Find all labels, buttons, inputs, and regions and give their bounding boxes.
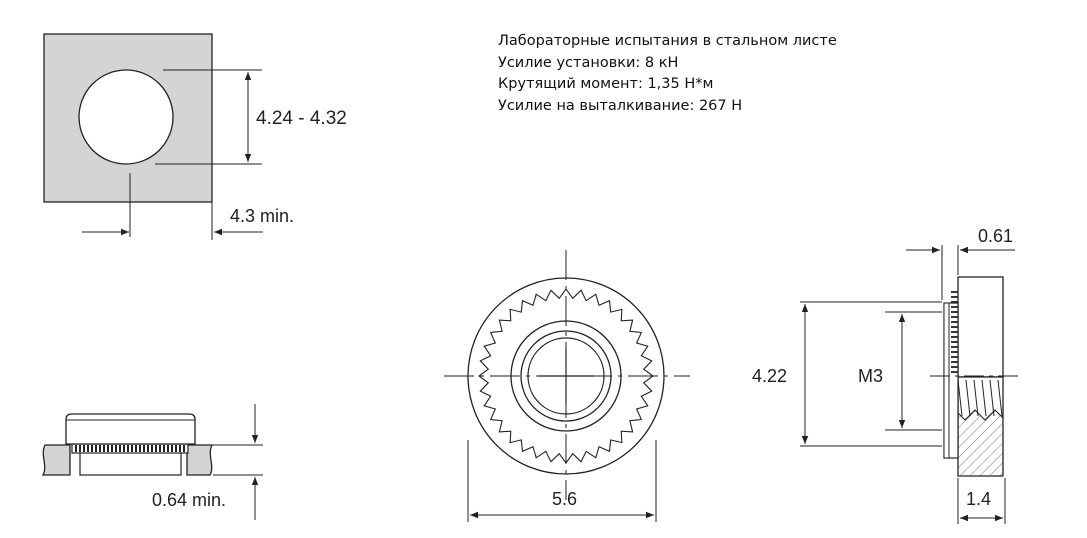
head-height-label: 1.4 (966, 489, 992, 509)
nut-serration-band (72, 444, 188, 453)
hole-diameter-label: 4.24 - 4.32 (256, 108, 347, 129)
mounting-hole (79, 70, 173, 164)
outer-diameter-label: 5.6 (552, 489, 578, 509)
sheet-section-right (187, 445, 212, 475)
specs-torque: Крутящий момент: 1,35 Н*м (498, 76, 714, 92)
sheet-section-left (43, 445, 70, 475)
sheet-thickness-label: 0.64 min. (152, 490, 227, 510)
specs-title: Лабораторные испытания в стальном листе (498, 33, 837, 49)
shank-length-label: 0.61 (978, 226, 1014, 246)
edge-distance-label: 4.3 min. (230, 206, 295, 226)
height-label: 4.22 (752, 366, 788, 386)
installed-side-view (43, 404, 263, 520)
front-view (444, 250, 690, 522)
head-upper (958, 277, 1003, 377)
nut-shank (80, 452, 181, 475)
nut-head (66, 414, 195, 444)
thread-label: M3 (858, 366, 884, 386)
shank-lip (944, 303, 949, 458)
side-section-view (752, 226, 1023, 524)
specs-install-force: Усилие установки: 8 кН (498, 54, 679, 71)
specs-pushout: Усилие на выталкивание: 267 Н (498, 97, 743, 114)
sheet-hole-view (44, 34, 347, 240)
